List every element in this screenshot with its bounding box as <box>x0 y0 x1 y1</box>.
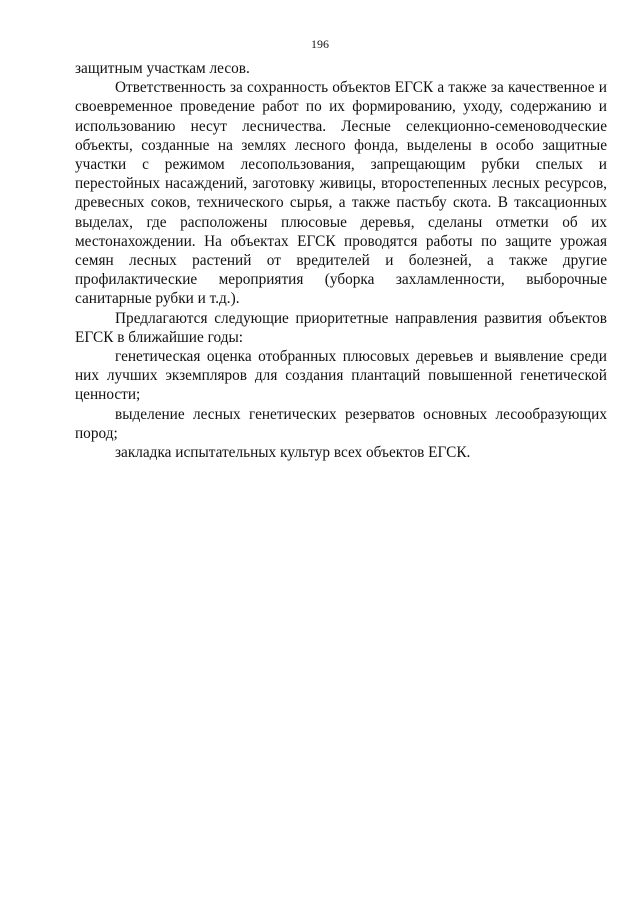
list-item-test-cultures: закладка испытательных культур всех объектов ЕГСК. <box>115 444 471 462</box>
list-item-genetic-evaluation: генетическая оценка отобранных плюсовых деревьев и выявление среди них лучших экземпляров для создания плантаций повышенной генетической ценности; <box>75 348 607 404</box>
page-number: 196 <box>311 37 329 51</box>
paragraph-responsibility: Ответственность за сохранность объектов ЕГСК а также за качественное и своевременное проведение работ по их формированию, уходу, содержанию и использованию несут лесничества. Лесные селекционно-семеноводческие объекты, созданные на землях лесного фонда, выделены в особо защитные участки с режимом лесопользования, запрещающим рубки спелых и перестойных насаждений, заготовку живицы, второстепенных лесных ресурсов, древесных соков, технического сырья, а также пастьбу скота. В таксационных выделах, где расположены плюсовые деревья, сделаны отметки об их местонахождении. На объектах ЕГСК проводятся работы по защите урожая семян лесных растений от вредителей и болезней, а также другие профилактические мероприятия (уборка захламленности, выборочные санитарные рубки и т.д.). <box>75 79 607 308</box>
list-item-genetic-reserves: выделение лесных генетических резерватов основных лесообразующих пород; <box>75 405 607 442</box>
paragraph-priorities-intro: Предлагаются следующие приоритетные направления развития объектов ЕГСК в ближайшие годы: <box>75 309 607 346</box>
body-text <box>75 59 607 462</box>
paragraph-continuation: защитным участкам лесов. <box>75 60 250 77</box>
